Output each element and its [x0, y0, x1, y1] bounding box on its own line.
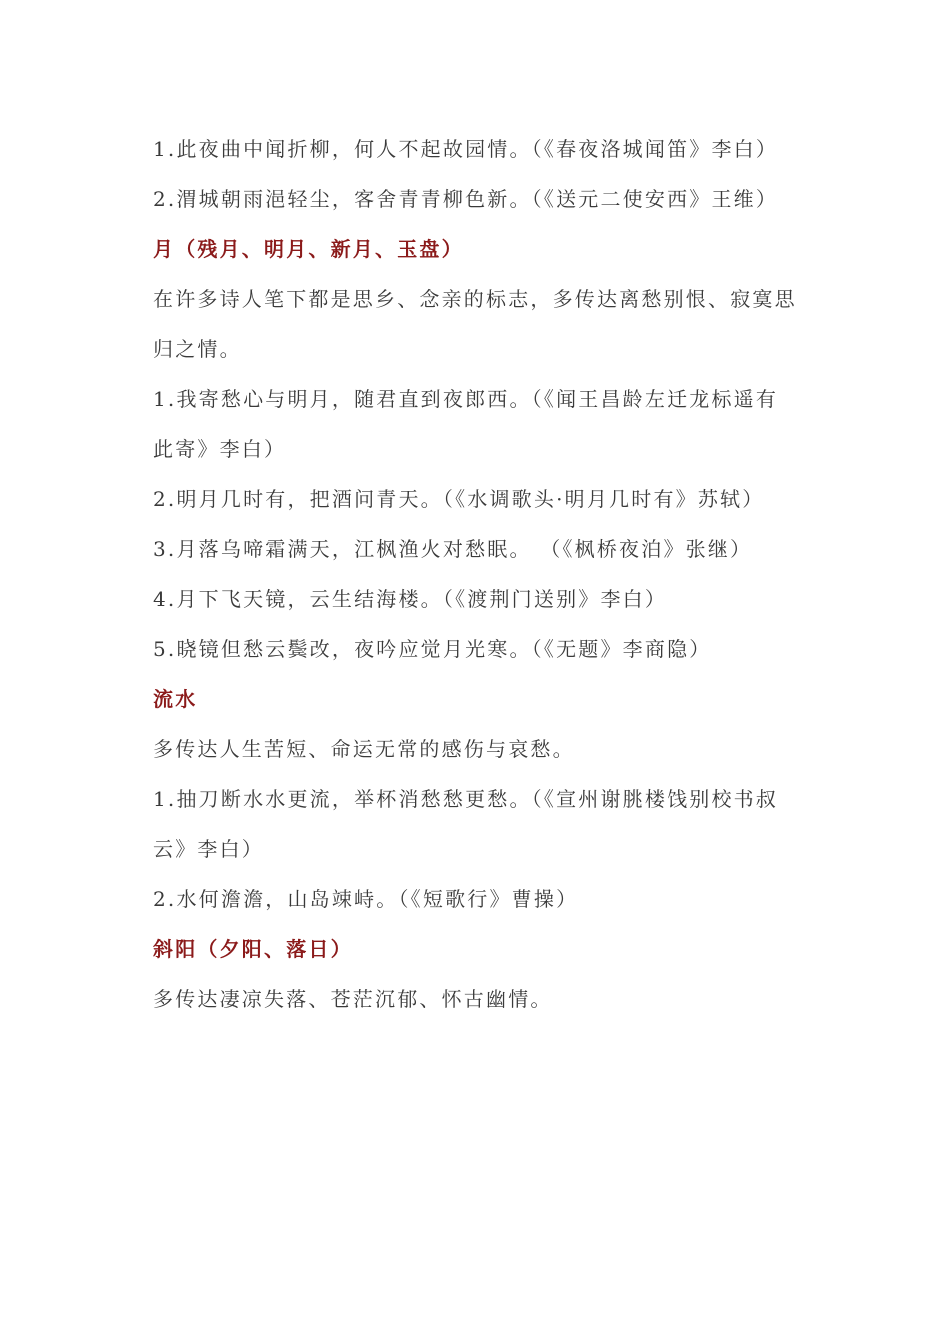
section-description-sunset: 多传达凄凉失落、苍茫沉郁、怀古幽情。 — [153, 987, 553, 1011]
poem-line-liu-2: 2.渭城朝雨浥轻尘，客舍青青柳色新。（《送元二使安西》王维） — [153, 187, 779, 211]
poem-line-moon-3: 3.月落乌啼霜满天，江枫渔火对愁眠。 （《枫桥夜泊》张继） — [153, 537, 753, 561]
poem-line-water-1: 1.抽刀断水水更流，举杯消愁愁更愁。（《宣州谢朓楼饯别校书叔云》李白） — [153, 787, 779, 861]
poem-line-moon-2: 2.明月几时有，把酒问青天。（《水调歌头·明月几时有》苏轼） — [153, 487, 765, 511]
poem-line-water-2: 2.水何澹澹，山岛竦峙。（《短歌行》曹操） — [153, 887, 579, 911]
section-description-moon: 在许多诗人笔下都是思乡、念亲的标志，多传达离愁别恨、寂寞思归之情。 — [153, 287, 797, 361]
document-page — [153, 124, 798, 1024]
poem-line-moon-5: 5.晓镜但愁云鬓改，夜吟应觉月光寒。（《无题》李商隐） — [153, 637, 712, 661]
section-description-water: 多传达人生苦短、命运无常的感伤与哀愁。 — [153, 737, 575, 761]
section-heading-moon: 月（残月、明月、新月、玉盘） — [153, 237, 464, 261]
poem-line-moon-4: 4.月下飞天镜，云生结海楼。（《渡荆门送别》李白） — [153, 587, 668, 611]
section-heading-water: 流水 — [153, 687, 198, 711]
poem-line-moon-1: 1.我寄愁心与明月，随君直到夜郎西。（《闻王昌龄左迁龙标遥有此寄》李白） — [153, 387, 779, 461]
section-heading-sunset: 斜阳（夕阳、落日） — [153, 937, 353, 961]
poem-line-liu-1: 1.此夜曲中闻折柳，何人不起故园情。（《春夜洛城闻笛》李白） — [153, 137, 779, 161]
